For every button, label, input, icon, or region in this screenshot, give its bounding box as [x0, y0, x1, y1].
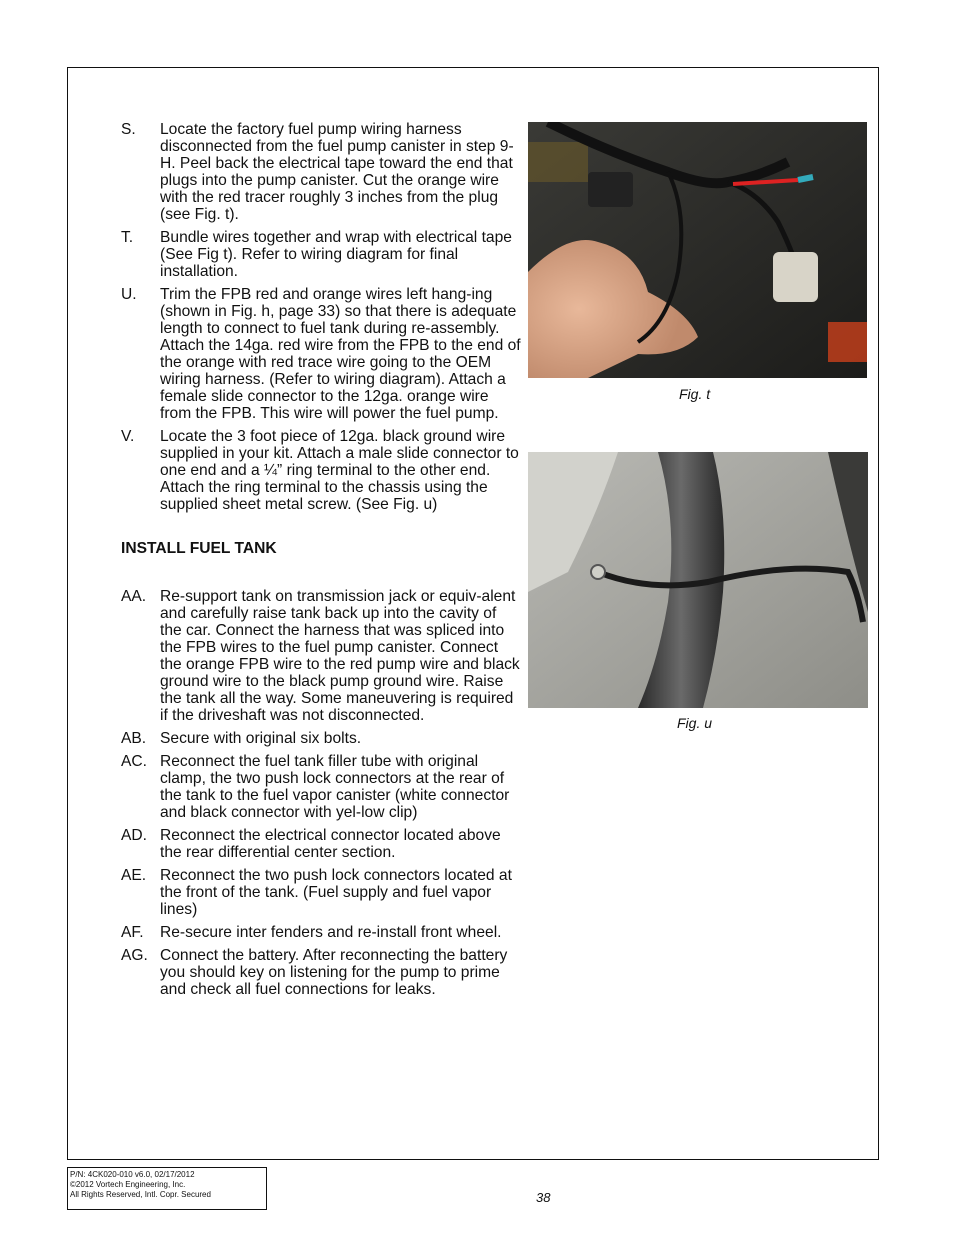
fig-u-photo	[528, 452, 868, 708]
step-item	[121, 947, 521, 998]
step-text: Locate the factory fuel pump wiring harness disconnected from the fuel pump canister in step 9-H. Peel back the electrical tape toward the end that plugs into the pump canister. Cut the orange wire with the red tracer roughly 3 inches from the plug (see Fig. t).	[160, 121, 514, 223]
step-item	[121, 229, 521, 280]
part-number: P/N: 4CK020-010 v6.0, 02/17/2012	[70, 1170, 195, 1179]
step-item	[121, 428, 521, 513]
step-text: Connect the battery. After reconnecting the battery you should key on listening for the pump to prime and check all fuel connections for leaks.	[160, 947, 508, 998]
step-label: S.	[121, 121, 136, 138]
step-text: Bundle wires together and wrap with electrical tape (See Fig t). Refer to wiring diagram for final installation.	[160, 229, 512, 280]
page-number: 38	[536, 1190, 551, 1205]
step-item	[121, 867, 521, 918]
section-title: INSTALL FUEL TANK	[121, 540, 277, 557]
step-label: AF.	[121, 924, 144, 941]
step-label: AA.	[121, 588, 147, 605]
step-label: V.	[121, 428, 135, 445]
step-label: AD.	[121, 827, 147, 844]
fig-u-caption: Fig. u	[677, 715, 713, 731]
fig-t-caption: Fig. t	[679, 386, 711, 402]
step-label: U.	[121, 286, 137, 303]
step-label: T.	[121, 229, 134, 246]
step-item	[121, 286, 521, 422]
step-item	[121, 753, 521, 821]
rights-line: All Rights Reserved, Intl. Copr. Secured	[70, 1190, 211, 1199]
fig-t-photo	[528, 122, 867, 378]
instructions-column	[121, 121, 521, 1004]
step-item	[121, 588, 521, 724]
step-text: Re-secure inter fenders and re-install front wheel.	[160, 924, 502, 941]
step-label: AC.	[121, 753, 147, 770]
step-item	[121, 924, 521, 941]
step-item	[121, 730, 521, 747]
step-text: Locate the 3 foot piece of 12ga. black ground wire supplied in your kit. Attach a male slide connector to one end and a ¼” ring terminal to the other end. Attach the ring terminal to the chassis using the supplied sheet metal screw. (See Fig. u)	[160, 428, 519, 513]
step-text: Secure with original six bolts.	[160, 730, 362, 747]
copyright-line: ©2012 Vortech Engineering, Inc.	[70, 1180, 186, 1189]
steps-list-fuel-tank	[121, 588, 521, 998]
step-item	[121, 121, 521, 223]
steps-list-wiring	[121, 121, 521, 513]
step-label: AB.	[121, 730, 147, 747]
step-text: Trim the FPB red and orange wires left hang-ing (shown in Fig. h, page 33) so that there is adequate length to connect to fuel tank during re-assembly. Attach the 14ga. red wire from the FPB to the end of the orange with red trace wire going to the OEM wiring harness. (Refer to wiring diagram). Attach a female slide connector to the 12ga. orange wire from the FPB. This wire will power the fuel pump.	[160, 286, 521, 422]
step-text: Reconnect the fuel tank filler tube with original clamp, the two push lock connectors at the rear of the tank to the fuel vapor canister (white connector and black connector with yel-low clip)	[160, 753, 510, 821]
step-text: Re-support tank on transmission jack or equiv-alent and carefully raise tank back up into the cavity of the car. Connect the harness that was spliced into the FPB wires to the fuel pump canister. Connect the orange FPB wire to the red pump wire and black ground wire to the black pump ground wire. Raise the tank all the way. Some maneuvering is required if the driveshaft was not disconnected.	[160, 588, 520, 724]
step-label: AG.	[121, 947, 148, 964]
step-text: Reconnect the electrical connector located above the rear differential center section.	[160, 827, 501, 861]
step-label: AE.	[121, 867, 147, 884]
step-item	[121, 827, 521, 861]
copyright-box	[67, 1167, 267, 1210]
step-text: Reconnect the two push lock connectors located at the front of the tank. (Fuel supply and fuel vapor lines)	[160, 867, 512, 918]
